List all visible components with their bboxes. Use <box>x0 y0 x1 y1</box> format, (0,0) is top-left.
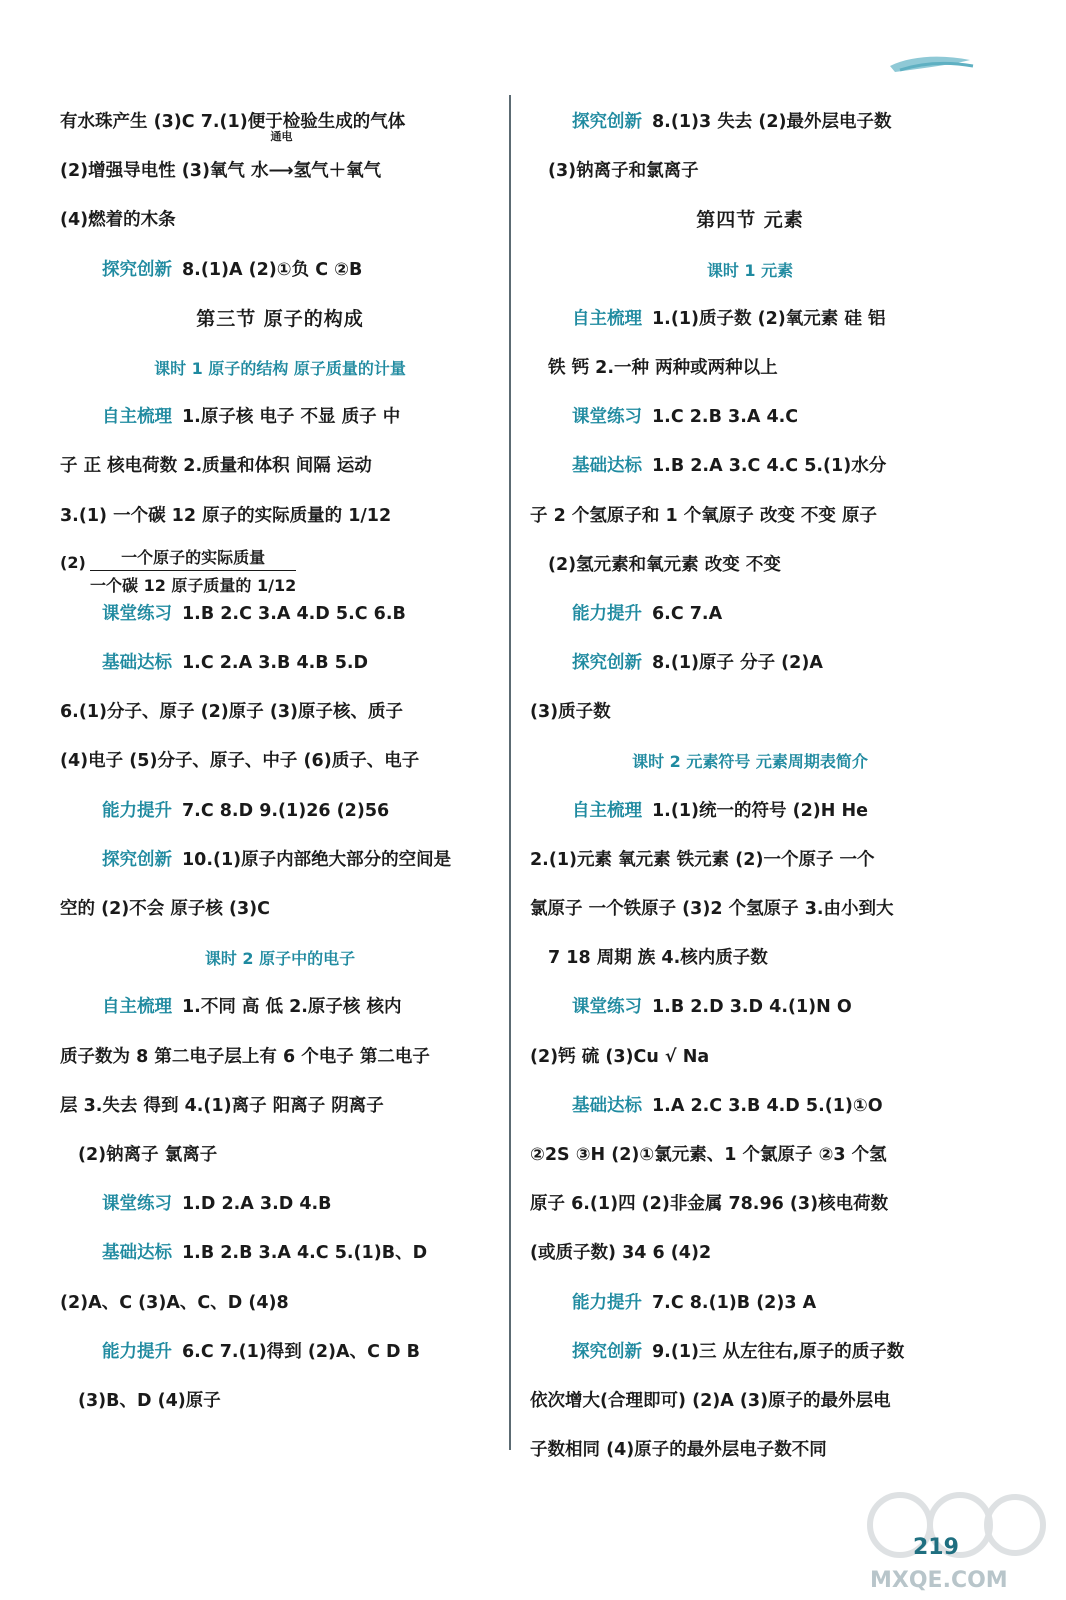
answer-line: 质子数为 8 第二电子层上有 6 个电子 第二电子 <box>60 1046 430 1067</box>
answer-line <box>60 639 500 688</box>
answer-line: 子数相同 (4)原子的最外层电子数不同 <box>530 1440 827 1461</box>
answer-line: 层 3.失去 得到 4.(1)离子 阳离子 阴离子 <box>60 1095 384 1116</box>
answer-line <box>530 442 970 491</box>
answer-text: 氢气＋氧气 <box>293 161 382 182</box>
section-title: 第三节 原子的构成 <box>196 307 364 330</box>
answer-line <box>530 295 970 344</box>
reaction-condition: 通电 <box>270 130 293 144</box>
answer-line <box>530 639 970 688</box>
answer-line: 子 2 个氢原子和 1 个氧原子 改变 不变 原子 <box>530 505 877 526</box>
answer-line: 2.(1)元素 氧元素 铁元素 (2)一个原子 一个 <box>530 849 875 870</box>
answer-line: 3.(1) 一个碳 12 原子的实际质量的 1/12 <box>60 505 392 526</box>
answer-line: (2)钙 硫 (3)Cu √ Na <box>530 1046 710 1067</box>
section-title: 第四节 元素 <box>696 209 804 232</box>
category-label: 能力提升 <box>102 1341 172 1362</box>
answer-line <box>60 1328 500 1377</box>
answer-text: 8.(1)原子 分子 (2)A <box>652 653 823 674</box>
answer-line <box>60 983 500 1032</box>
lesson-title: 课时 1 元素 <box>706 260 794 280</box>
answer-text: (2) <box>60 552 86 572</box>
category-label: 自主梳理 <box>572 800 642 821</box>
category-label: 探究创新 <box>572 653 642 674</box>
answer-line <box>60 836 500 885</box>
answer-line <box>60 590 500 639</box>
category-label: 课堂练习 <box>102 1194 172 1215</box>
answer-text: (2)增强导电性 (3)氧气 <box>60 161 252 182</box>
answer-line <box>530 590 970 639</box>
answer-text: 8.(1)A (2)①负 C ②B <box>182 259 363 280</box>
answer-text: 1.B 2.B 3.A 4.C 5.(1)B、D <box>182 1243 428 1264</box>
answer-line <box>60 1229 500 1278</box>
answer-line <box>530 1328 970 1377</box>
lesson-title: 课时 1 原子的结构 原子质量的计量 <box>154 358 406 378</box>
answer-text: 1.(1)统一的符号 (2)H He <box>652 800 869 821</box>
answer-line: 空的 (2)不会 原子核 (3)C <box>60 899 270 919</box>
answer-text: 6.C 7.(1)得到 (2)A、C D B <box>182 1341 420 1362</box>
answer-text: 1.B 2.A 3.C 4.C 5.(1)水分 <box>652 456 887 477</box>
category-label: 能力提升 <box>572 603 642 624</box>
answer-line <box>530 787 970 836</box>
answer-text: 6.C 7.A <box>652 603 723 624</box>
answer-line: (3)质子数 <box>530 702 611 723</box>
category-label: 自主梳理 <box>102 407 172 428</box>
answer-text: 1.A 2.C 3.B 4.D 5.(1)①O <box>652 1095 883 1116</box>
category-label: 课堂练习 <box>102 603 172 624</box>
answer-line <box>530 983 970 1032</box>
answer-line <box>60 1180 500 1229</box>
category-label: 探究创新 <box>102 259 172 280</box>
category-label: 能力提升 <box>102 800 172 821</box>
category-label: 探究创新 <box>572 1341 642 1362</box>
page-number: 219 <box>913 1535 959 1560</box>
answer-line: 氯原子 一个铁原子 (3)2 个氢原子 3.由小到大 <box>530 899 894 919</box>
category-label: 基础达标 <box>572 1095 642 1116</box>
answer-text: 10.(1)原子内部绝大部分的空间是 <box>182 849 452 870</box>
fraction-line <box>60 541 500 595</box>
answer-line <box>60 787 500 836</box>
category-label: 基础达标 <box>102 1243 172 1264</box>
category-label: 自主梳理 <box>572 308 642 329</box>
answer-line: 子 正 核电荷数 2.质量和体积 间隔 运动 <box>60 456 372 477</box>
category-label: 自主梳理 <box>102 997 172 1018</box>
answer-text: 7.C 8.D 9.(1)26 (2)56 <box>182 800 390 821</box>
watermark-text: MXQE.COM <box>870 1568 1008 1593</box>
answer-line: 7 18 周期 族 4.核内质子数 <box>548 948 768 969</box>
category-label: 探究创新 <box>572 112 642 132</box>
answer-line: 铁 钙 2.一种 两种或两种以上 <box>548 357 778 378</box>
answer-line <box>530 1082 970 1131</box>
brush-stroke-decoration <box>885 48 975 78</box>
answer-text: 1.C 2.A 3.B 4.B 5.D <box>182 653 369 674</box>
answer-text: 7.C 8.(1)B (2)3 A <box>652 1292 817 1313</box>
right-column <box>530 98 970 1475</box>
answer-text: 8.(1)3 失去 (2)最外层电子数 <box>652 112 892 132</box>
answer-line: 有水珠产生 (3)C 7.(1)便于检验生成的气体 <box>60 112 406 132</box>
answer-line: 依次增大(合理即可) (2)A (3)原子的最外层电 <box>530 1390 891 1411</box>
answer-line: (3)钠离子和氯离子 <box>548 161 699 182</box>
answer-text: 水 <box>251 161 269 182</box>
fraction-numerator: 一个原子的实际质量 <box>90 545 296 571</box>
answer-line: (3)B、D (4)原子 <box>78 1390 221 1411</box>
category-label: 能力提升 <box>572 1292 642 1313</box>
answer-line: (2)钠离子 氯离子 <box>78 1144 218 1165</box>
answer-line: ②2S ③H (2)①氯元素、1 个氯原子 ②3 个氢 <box>530 1144 887 1165</box>
answer-text: 1.B 2.C 3.A 4.D 5.C 6.B <box>182 603 406 624</box>
fraction-denominator: 一个碳 12 原子质量的 1/12 <box>90 575 297 595</box>
category-label: 基础达标 <box>572 456 642 477</box>
answer-text: 1.C 2.B 3.A 4.C <box>652 407 799 428</box>
answer-text: 1.D 2.A 3.D 4.B <box>182 1194 332 1215</box>
category-label: 课堂练习 <box>572 997 642 1018</box>
answer-line: 原子 6.(1)四 (2)非金属 78.96 (3)核电荷数 <box>530 1194 889 1215</box>
answer-line <box>60 130 500 196</box>
answer-line: (2)A、C (3)A、C、D (4)8 <box>60 1292 289 1313</box>
category-label: 课堂练习 <box>572 407 642 428</box>
answer-line: (2)氢元素和氧元素 改变 不变 <box>548 554 781 575</box>
answer-line: (或质子数) 34 6 (4)2 <box>530 1243 712 1264</box>
answer-line: (4)电子 (5)分子、原子、中子 (6)质子、电子 <box>60 751 420 772</box>
category-label: 探究创新 <box>102 849 172 870</box>
answer-line: (4)燃着的木条 <box>60 210 176 231</box>
answer-text: 1.B 2.D 3.D 4.(1)N O <box>652 997 852 1018</box>
answer-line <box>60 246 500 295</box>
answer-text: 1.原子核 电子 不显 质子 中 <box>182 407 401 428</box>
answer-text: 1.不同 高 低 2.原子核 核内 <box>182 997 402 1018</box>
answer-line <box>530 393 970 442</box>
lesson-title: 课时 2 元素符号 元素周期表简介 <box>632 752 868 772</box>
fraction <box>90 545 296 596</box>
answer-line: 6.(1)分子、原子 (2)原子 (3)原子核、质子 <box>60 702 404 723</box>
reaction-arrow: 通电 ⟶ <box>268 130 294 182</box>
column-divider <box>509 95 511 1450</box>
answer-line <box>60 393 500 442</box>
answer-line <box>530 1279 970 1328</box>
answer-line <box>530 98 970 147</box>
category-label: 基础达标 <box>102 653 172 674</box>
lesson-title: 课时 2 原子中的电子 <box>204 949 356 969</box>
answer-text: 9.(1)三 从左往右,原子的质子数 <box>652 1341 905 1362</box>
answer-text: 1.(1)质子数 (2)氧元素 硅 铝 <box>652 308 886 329</box>
left-column <box>60 98 500 1426</box>
